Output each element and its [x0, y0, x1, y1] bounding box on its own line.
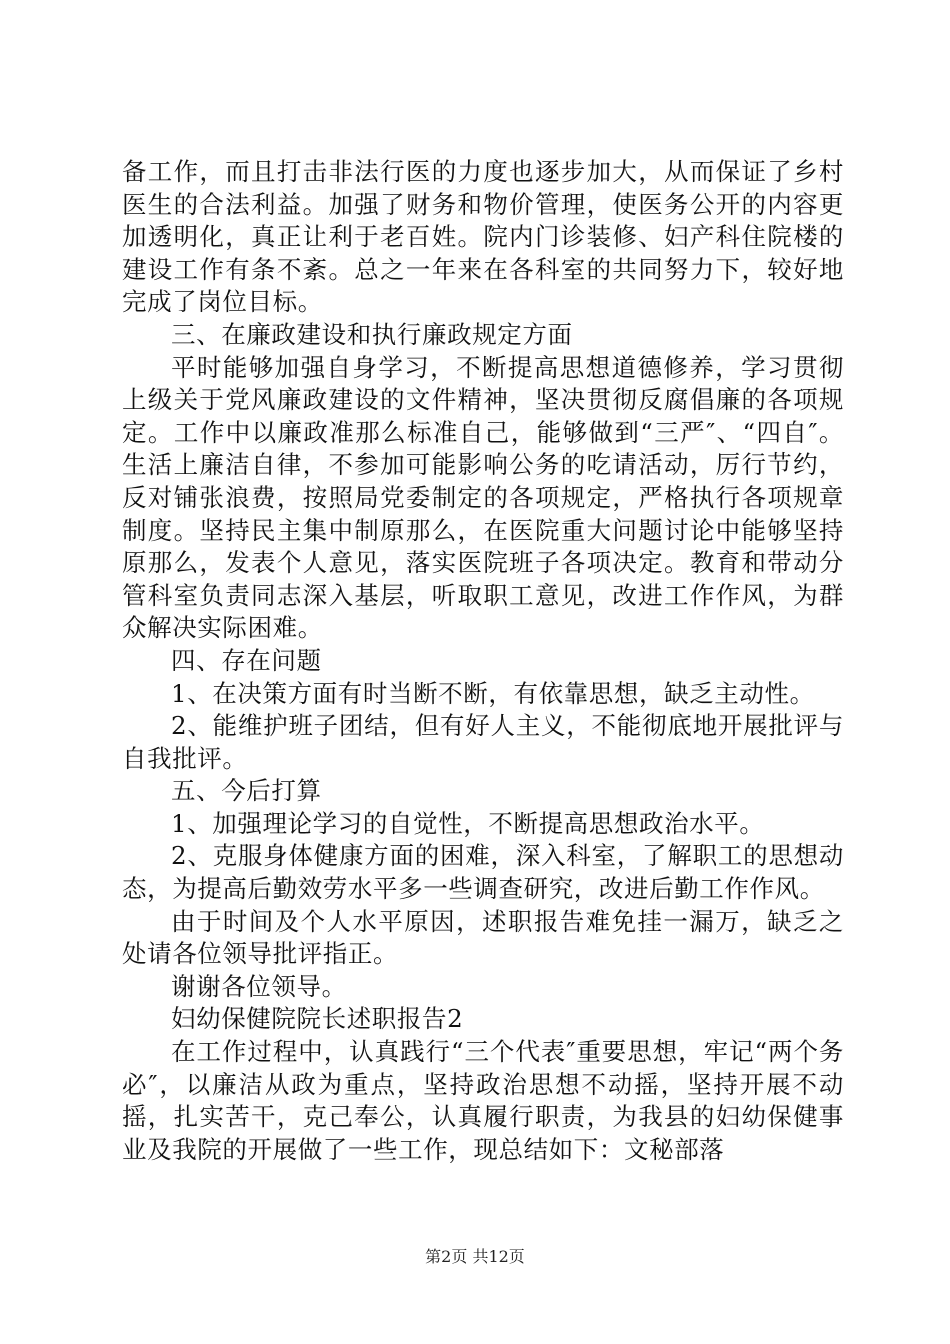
list-item-plan-2: 2、克服身体健康方面的困难，深入科室，了解职工的思想动态，为提高后勤效劳水平多一些调查研究，改进后勤工作作风。 — [122, 841, 844, 904]
heading-report-2: 妇幼保健院院长述职报告2 — [171, 1004, 464, 1034]
heading-section-3: 三、在廉政建设和执行廉政规定方面 — [171, 319, 573, 349]
list-item-problem-2: 2、能维护班子团结，但有好人主义，不能彻底地开展批评与自我批评。 — [122, 711, 844, 773]
heading-section-4: 四、存在问题 — [171, 645, 322, 675]
document-body — [122, 156, 844, 1166]
paragraph-thanks: 谢谢各位领导。 — [171, 971, 347, 1001]
paragraph-report-2-intro: 在工作过程中，认真践行“三个代表″重要思想，牢记“两个务必″，以廉洁从政为重点，坚持政治思想不动摇，坚持开展不动摇，扎实苦干，克己奉公，认真履行职责，为我县的妇幼保健事业及我院的开展做了一些工作，现总结如下：文秘部落 — [122, 1037, 844, 1164]
list-item-problem-1: 1、在决策方面有时当断不断，有依靠思想，缺乏主动性。 — [171, 678, 815, 708]
paragraph-closing-remark: 由于时间及个人水平原因，述职报告难免挂一漏万，缺乏之处请各位领导批评指正。 — [122, 906, 844, 969]
heading-section-5: 五、今后打算 — [171, 776, 322, 806]
list-item-plan-1: 1、加强理论学习的自觉性，不断提高思想政治水平。 — [171, 808, 765, 838]
page-number-footer: 第2页 共12页 — [425, 1247, 525, 1266]
paragraph-integrity: 平时能够加强自身学习，不断提高思想道德修养，学习贯彻上级关于党风廉政建设的文件精神，坚决贯彻反腐倡廉的各项规定。工作中以廉政准那么标准自己，能够做到“三严″、“四自″。生活上廉洁自律，不参加可能影响公务的吃请活动，厉行节约，反对铺张浪费，按照局党委制定的各项规定，严格执行各项规章制度。坚持民主集中制原那么，在医院重大问题讨论中能够坚持原那么，发表个人意见，落实医院班子各项决定。教育和带动分管科室负责同志深入基层，听取职工意见，改进工作作风，为群众解决实际困难。 — [122, 352, 844, 643]
paragraph-continuation: 备工作，而且打击非法行医的力度也逐步加大，从而保证了乡村医生的合法利益。加强了财务和物价管理，使医务公开的内容更加透明化，真正让利于老百姓。院内门诊装修、妇产科住院楼的建设工作有条不紊。总之一年来在各科室的共同努力下，较好地完成了岗位目标。 — [122, 157, 844, 317]
